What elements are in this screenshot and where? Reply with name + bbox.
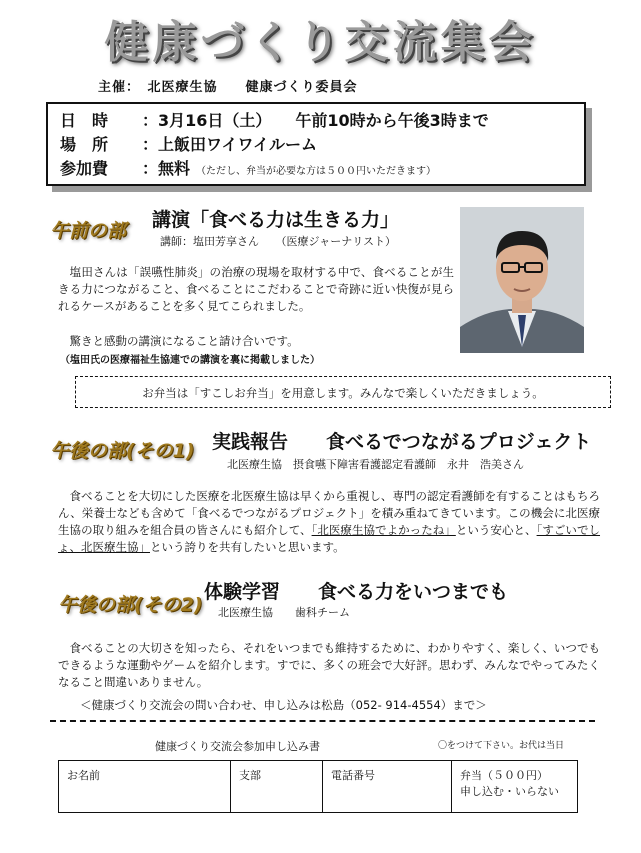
date-value: 3月16日（土） 午前10時から午後3時まで: [158, 111, 489, 130]
afternoon2-body: 食べることの大切さを知ったら、それをいつまでも維持するために、わかりやすく、楽しく、いつでもできるような運動やゲームを紹介します。すでに、多くの班会で大好評。思わず、みんなでやってみたくなること間違いありません。: [58, 641, 600, 689]
afternoon1-body-b: 「北医療生協でよかったね」: [311, 523, 456, 537]
form-instruction: 〇をつけて下さい。お代は当日: [438, 741, 565, 751]
phone-cell[interactable]: [323, 761, 452, 813]
afternoon2-section-label: 午後の部(その2): [58, 594, 203, 616]
name-cell[interactable]: [59, 761, 231, 813]
name-label: お名前: [67, 769, 100, 782]
afternoon1-body-c: という安心と、: [455, 523, 537, 537]
morning-body-2: 驚きと感動の講演になること請け合いです。: [58, 334, 299, 348]
date-label: 日 時: [60, 111, 109, 130]
fee-row: 参加費 ： 無料 （ただし、弁当が必要な方は５００円いただきます）: [60, 156, 584, 180]
cut-line: [50, 720, 595, 722]
afternoon2-title: 体験学習 食べる力をいつまでも: [204, 581, 509, 603]
afternoon1-section-label: 午後の部(その1): [50, 440, 195, 462]
bento-options: 申し込む・いらない: [460, 785, 559, 798]
page-title: 健康づくり交流集会: [104, 17, 537, 68]
morning-body: 塩田さんは「誤嚥性肺炎」の治療の現場を取材する中で、食べることが生きる力につながること、食べることにこだわることで奇跡に近い快復が見られるケースがあることを多く見てこられました。: [58, 265, 454, 313]
place-label: 場 所: [60, 135, 109, 154]
afternoon1-body-d: 「すごいでしょ、北医療生協」: [58, 523, 601, 554]
event-info-box: [46, 102, 586, 186]
afternoon1-body-a: 食べることを大切にした医療を北医療生協は早くから重視し、専門の認定看護師を有することはもちろん、栄養士なども含めて「食べるでつながるプロジェクト」を積み重ねてきています。この機会に北医療生協の取り組みを組合員の皆さんにも紹介して、: [58, 489, 600, 537]
morning-lecture-title: 講演「食べる力は生きる力」: [152, 209, 400, 231]
date-row: 日 時 ： 3月16日（土） 午前10時から午後3時まで: [60, 108, 584, 132]
place-row: 場 所 ： 上飯田ワイワイルーム: [60, 132, 584, 156]
contact-line: ＜健康づくり交流会の問い合わせ、申し込みは松島（052- 914-4554）まで＞: [80, 698, 487, 712]
afternoon1-body: [58, 488, 600, 556]
bento-cell[interactable]: [452, 761, 578, 813]
application-form-table: [58, 760, 578, 813]
morning-section-label: 午前の部: [50, 220, 127, 242]
form-title: 健康づくり交流会参加申し込み書: [155, 740, 320, 753]
place-value: 上飯田ワイワイルーム: [158, 135, 318, 154]
branch-cell[interactable]: [231, 761, 323, 813]
speaker-portrait: [460, 207, 584, 353]
portrait-image: [460, 207, 584, 353]
phone-label: 電話番号: [331, 769, 375, 782]
organizer: 主催： 北医療生協 健康づくり委員会: [98, 80, 358, 95]
afternoon1-title: 実践報告 食べるでつながるプロジェクト: [212, 431, 592, 453]
lunch-notice: お弁当は「すこしお弁当」を用意します。みんなで楽しくいただきましょう。: [75, 376, 611, 408]
fee-value: 無料: [158, 159, 191, 178]
morning-speaker: 講師：塩田芳享さん （医療ジャーナリスト）: [160, 235, 397, 248]
afternoon2-presenter: 北医療生協 歯科チーム: [218, 606, 350, 619]
bento-label: 弁当（５００円）: [460, 769, 548, 782]
afternoon1-body-e: という誇りを共有したいと思います。: [150, 540, 345, 554]
branch-label: 支部: [239, 769, 261, 782]
fee-note: （ただし、弁当が必要な方は５００円いただきます）: [196, 166, 437, 177]
afternoon1-presenter: 北医療生協 摂食嚥下障害看護認定看護師 永井 浩美さん: [227, 458, 524, 471]
morning-note: （塩田氏の医療福祉生協連での講演を裏に掲載しました）: [60, 355, 320, 366]
fee-label: 参加費: [60, 159, 109, 178]
